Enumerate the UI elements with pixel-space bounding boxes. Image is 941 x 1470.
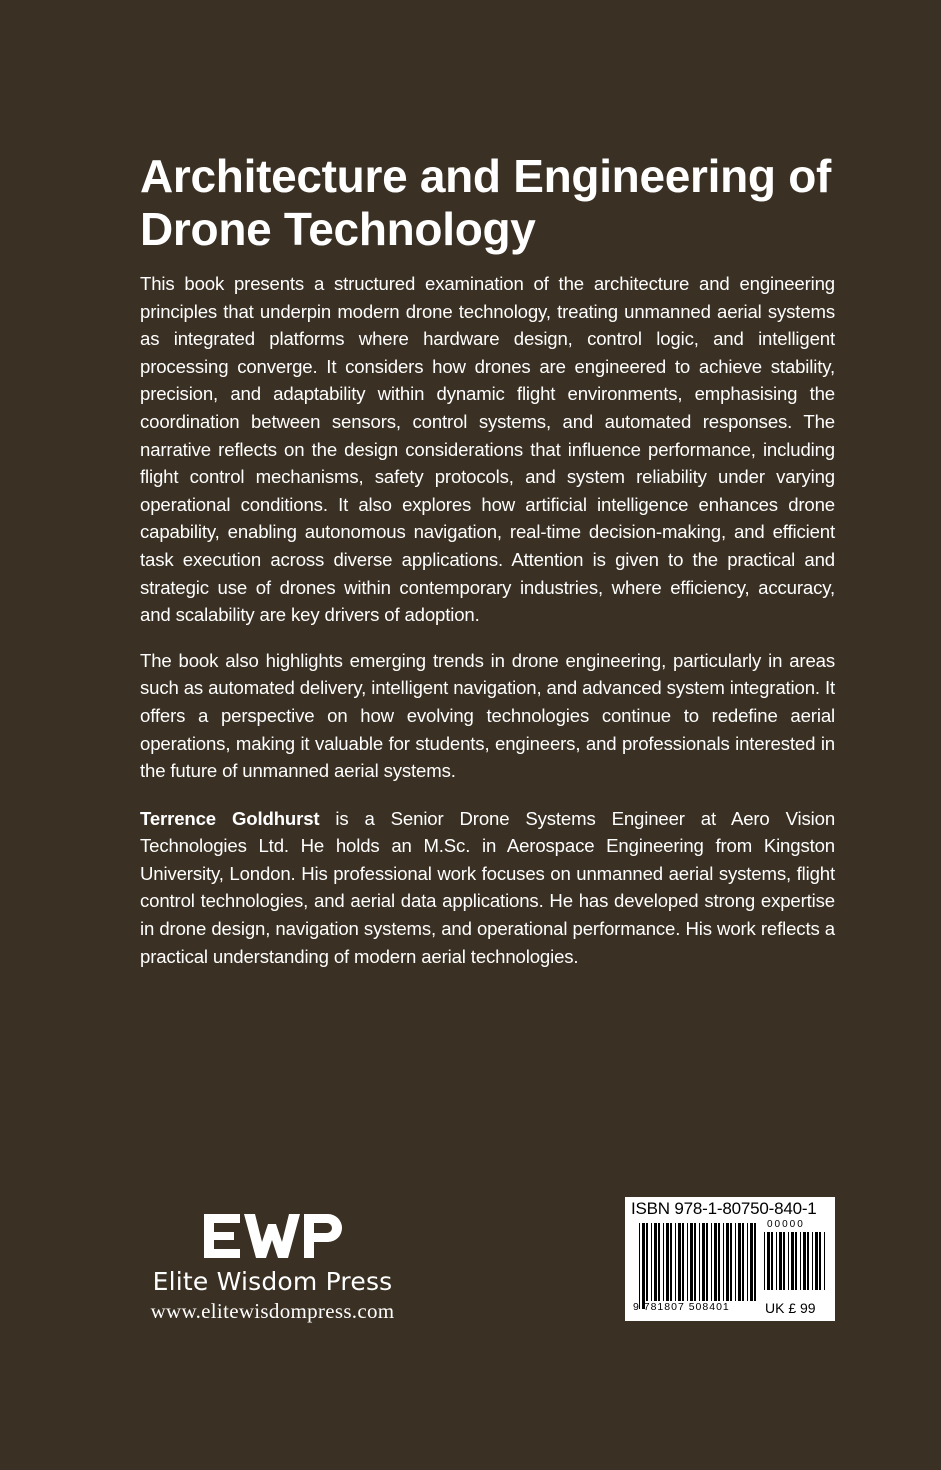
blurb-paragraph-2: The book also highlights emerging trends in drone engineering, particularly in areas such as automated delivery, intelligent navigation, and advanced system integration. It offers a perspective on how evolving technologies continue to redefine aerial operations, making it valuable for students, engineers, and professionals interested in the future of unmanned aerial systems. [140,649,835,782]
book-title [140,150,840,256]
author-name: Terrence Goldhurst [140,807,320,829]
blurb [140,270,835,988]
author-bio [140,805,835,971]
book-title-line-2: Drone Technology [140,203,536,255]
book-title-line-1: Architecture and Engineering of [140,150,832,202]
blurb-paragraph-1: This book presents a structured examination of the architecture and engineering principles that underpin modern drone technology, treating unmanned aerial systems as integrated platforms where hardware design, control logic, and intelligent processing converge. It considers how drones are engineered to achieve stability, precision, and adaptability within dynamic flight environments, emphasising the coordination between sensors, control systems, and automated responses. The narrative reflects on the design considerations that influence performance, including flight control mechanisms, safety protocols, and system reliability under varying operational conditions. It also explores how artificial intelligence enhances drone capability, enabling autonomous navigation, real-time decision-making, and efficient task execution across diverse applications. Attention is given to the practical and strategic use of drones within contemporary industries, where efficiency, accuracy, and scalability are key drivers of adoption. [140,273,835,626]
barcode-bars-icon [639,1223,759,1309]
barcode-digits: 9 781807 508401 [633,1301,730,1313]
publisher-url[interactable]: www.elitewisdompress.com [150,1299,395,1323]
price-label: UK £ 99 [765,1300,816,1316]
publisher-logo-icon [202,1210,344,1262]
publisher-block [140,1210,405,1324]
author-bio-text: is a Senior Drone Systems Engineer at Aero Vision Technologies Ltd. He holds an M.Sc. in Aerospace Engineering from Kingston University, London. His professional work focuses on unmanned aerial systems, flight control technologies, and aerial data applications. He has developed strong expertise in drone design, navigation systems, and operational performance. His work reflects a practical understanding of modern aerial technologies. [140,807,836,967]
publisher-name: Elite Wisdom Press [152,1267,393,1296]
barcode-addon-bars-icon [764,1232,828,1298]
barcode-addon-digits: 00000 [767,1219,805,1230]
isbn-label: ISBN 978-1-80750-840-1 [631,1199,817,1218]
isbn-barcode [625,1197,835,1321]
